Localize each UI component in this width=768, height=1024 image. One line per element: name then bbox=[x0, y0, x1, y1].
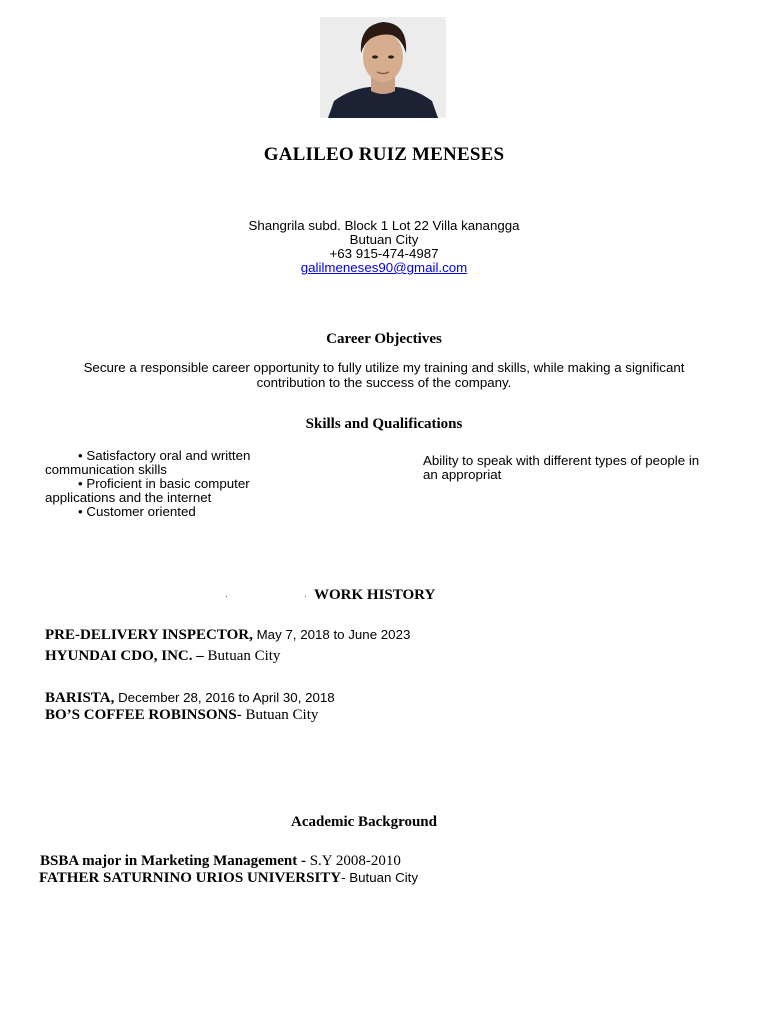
academic-heading: Academic Background bbox=[291, 814, 437, 830]
skills-list bbox=[45, 449, 305, 519]
profile-photo bbox=[320, 17, 446, 118]
email-link[interactable]: galilmeneses90@gmail.com bbox=[300, 260, 468, 275]
contact-block bbox=[0, 219, 768, 275]
career-objectives-text: Secure a responsible career opportunity to fully utilize my training and skills, while making a significant contribution to the success of the company. bbox=[83, 360, 685, 390]
city-line: Butuan City bbox=[349, 232, 419, 247]
skills-heading: Skills and Qualifications bbox=[305, 416, 463, 432]
phone-number: +63 915-474-4987 bbox=[329, 246, 439, 261]
job-location: Butuan City bbox=[207, 648, 281, 664]
job-role: BARISTA, bbox=[45, 690, 115, 706]
school-location: - Butuan City bbox=[341, 870, 419, 885]
job-company: BO’S COFFEE ROBINSONS bbox=[45, 707, 237, 723]
degree-line bbox=[40, 853, 401, 870]
skill-item: • Customer oriented bbox=[78, 504, 196, 519]
job-dates: May 7, 2018 to June 2023 bbox=[256, 627, 411, 642]
career-objectives-heading: Career Objectives bbox=[326, 331, 442, 347]
divider-dot bbox=[305, 596, 306, 597]
job-company-line bbox=[45, 707, 318, 724]
job-role: PRE-DELIVERY INSPECTOR, bbox=[45, 627, 253, 643]
divider-dot bbox=[226, 596, 227, 597]
job-company: HYUNDAI CDO, INC. – bbox=[45, 648, 204, 664]
applicant-name: GALILEO RUIZ MENESES bbox=[263, 144, 505, 165]
school-name: FATHER SATURNINO URIOS UNIVERSITY bbox=[39, 870, 342, 886]
school-line bbox=[39, 870, 418, 887]
degree-name: BSBA major in Marketing Management - bbox=[40, 853, 306, 869]
job-title-line bbox=[45, 690, 335, 707]
address-line: Shangrila subd. Block 1 Lot 22 Villa kanangga bbox=[248, 218, 520, 233]
job-title-line bbox=[45, 627, 410, 644]
skill-item: • Satisfactory oral and written communication skills bbox=[45, 448, 251, 477]
school-years: S.Y 2008-2010 bbox=[309, 853, 401, 869]
skill-item: • Proficient in basic computer applications and the internet bbox=[45, 476, 250, 505]
job-company-line bbox=[45, 648, 280, 665]
skills-right-text: Ability to speak with different types of people in an appropriat bbox=[423, 453, 700, 482]
work-history-heading: WORK HISTORY bbox=[314, 587, 436, 603]
job-location: - Butuan City bbox=[236, 707, 319, 723]
job-dates: December 28, 2016 to April 30, 2018 bbox=[118, 690, 335, 705]
